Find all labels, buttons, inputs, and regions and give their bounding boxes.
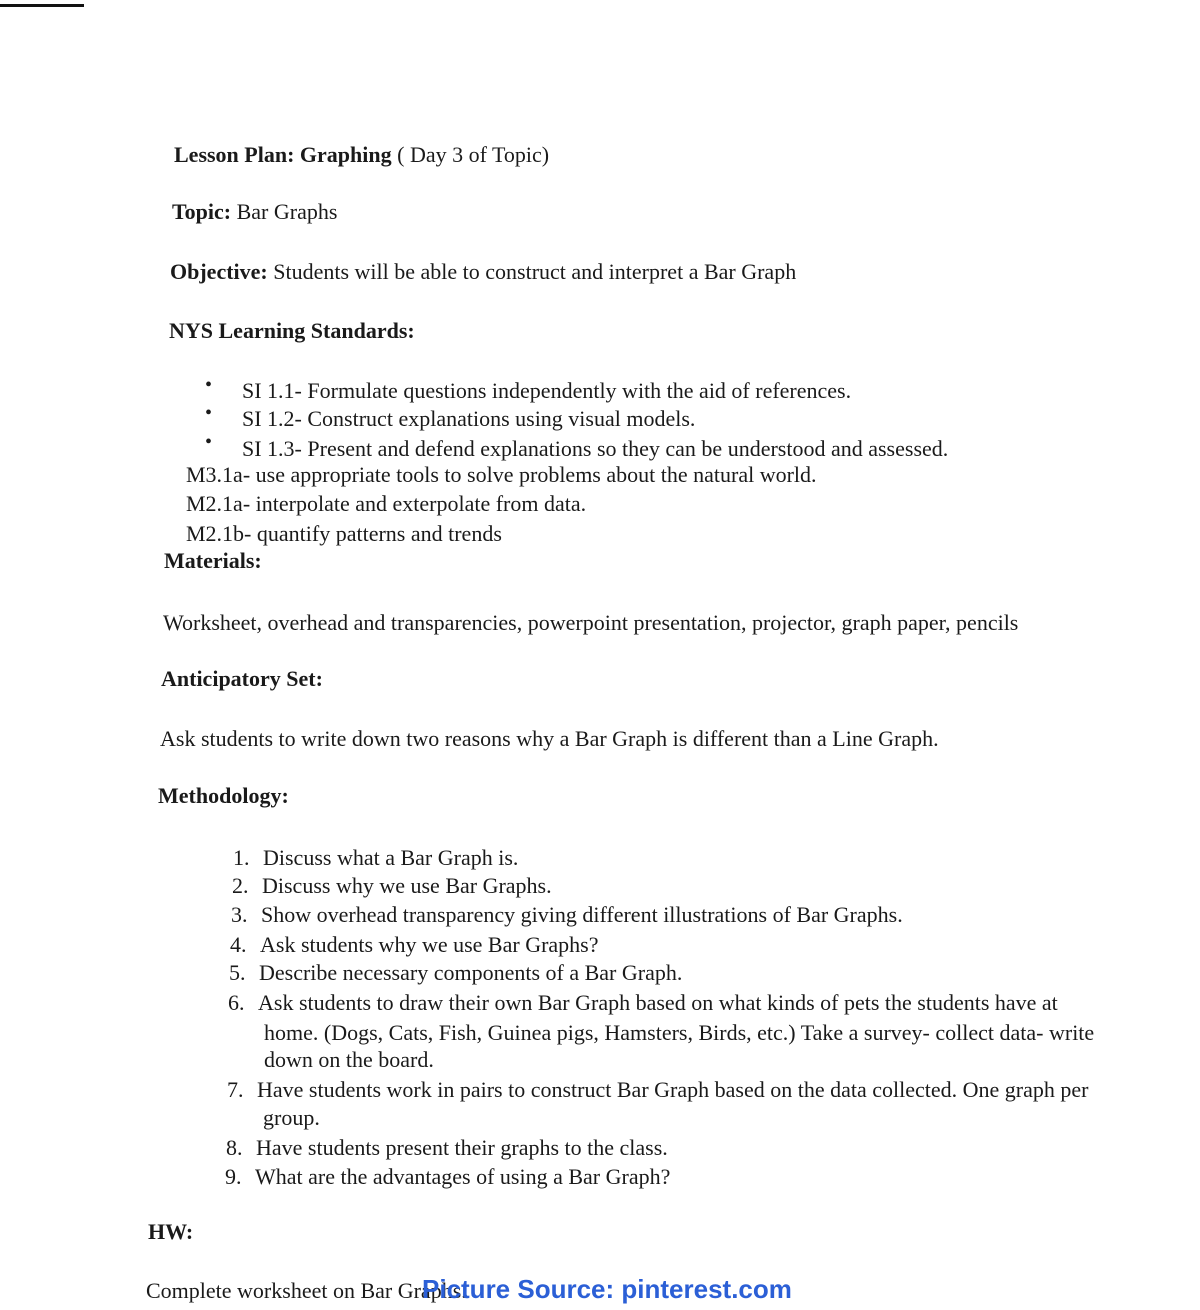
methodology-item-continuation: home. (Dogs, Cats, Fish, Guinea pigs, Hamsters, Birds, etc.) Take a survey- collect data- write [264, 1020, 1095, 1045]
methodology-item-continuation: down on the board. [264, 1047, 434, 1072]
anticipatory-heading: Anticipatory Set: [161, 666, 323, 691]
methodology-heading: Methodology: [158, 783, 289, 808]
methodology-item [233, 845, 518, 871]
objective-value: Students will be able to construct and interpret a Bar Graph [273, 259, 797, 284]
lesson-title [174, 142, 549, 168]
item-number: 6. [228, 990, 245, 1015]
math-standard: M2.1a- interpolate and exterpolate from data. [186, 491, 587, 516]
methodology-item-continuation: group. [263, 1105, 320, 1130]
item-number: 8. [226, 1135, 243, 1160]
standard-item: SI 1.3- Present and defend explanations so they can be understood and assessed. [242, 436, 949, 461]
topic-value: Bar Graphs [236, 199, 338, 224]
standard-item: SI 1.1- Formulate questions independently with the aid of references. [242, 378, 852, 403]
item-number: 7. [227, 1077, 244, 1102]
item-number: 9. [225, 1164, 242, 1189]
methodology-item [226, 1135, 668, 1161]
objective-label: Objective: [170, 259, 268, 284]
methodology-item [227, 1077, 1088, 1103]
methodology-item [228, 990, 1058, 1016]
item-text: Have students work in pairs to construct Bar Graph based on the data collected. One graph per [257, 1077, 1089, 1102]
methodology-item [225, 1164, 670, 1190]
objective-line [170, 259, 796, 285]
picture-source-watermark: Picture Source: pinterest.com [422, 1274, 792, 1304]
hw-heading: HW: [148, 1219, 194, 1244]
methodology-item [230, 932, 599, 958]
anticipatory-text: Ask students to write down two reasons why a Bar Graph is different than a Line Graph. [160, 726, 939, 751]
item-number: 3. [231, 902, 248, 927]
item-number: 2. [232, 873, 249, 898]
methodology-item [232, 873, 552, 899]
item-number: 1. [233, 845, 250, 870]
item-number: 5. [229, 960, 246, 985]
lesson-title-value: Graphing [299, 142, 392, 167]
item-text: Ask students why we use Bar Graphs? [260, 932, 599, 957]
item-text: Ask students to draw their own Bar Graph based on what kinds of pets the students have at [258, 990, 1058, 1015]
hw-text: Complete worksheet on Bar Graphs. [146, 1278, 467, 1303]
corner-scan-mark [0, 4, 84, 7]
bullet-icon: • [205, 431, 213, 453]
materials-heading: Materials: [164, 548, 262, 573]
methodology-item [231, 902, 903, 928]
item-text: Describe necessary components of a Bar Graph. [259, 960, 683, 985]
standards-heading: NYS Learning Standards: [169, 318, 415, 343]
item-text: What are the advantages of using a Bar Graph? [255, 1164, 671, 1189]
materials-text: Worksheet, overhead and transparencies, powerpoint presentation, projector, graph paper, pencils [163, 610, 1019, 635]
methodology-item [229, 960, 682, 986]
bullet-icon: • [205, 402, 213, 424]
topic-line [172, 199, 337, 225]
item-text: Discuss what a Bar Graph is. [263, 845, 519, 870]
bullet-icon: • [205, 374, 213, 396]
topic-label: Topic: [172, 199, 232, 224]
lesson-title-note: ( Day 3 of Topic) [397, 142, 550, 167]
math-standard: M2.1b- quantify patterns and trends [186, 521, 502, 546]
lesson-title-label: Lesson Plan: [174, 142, 295, 167]
item-text: Show overhead transparency giving different illustrations of Bar Graphs. [261, 902, 903, 927]
item-text: Have students present their graphs to the class. [256, 1135, 668, 1160]
item-text: Discuss why we use Bar Graphs. [262, 873, 552, 898]
standard-item: SI 1.2- Construct explanations using visual models. [242, 406, 696, 431]
math-standard: M3.1a- use appropriate tools to solve problems about the natural world. [186, 462, 817, 487]
item-number: 4. [230, 932, 247, 957]
